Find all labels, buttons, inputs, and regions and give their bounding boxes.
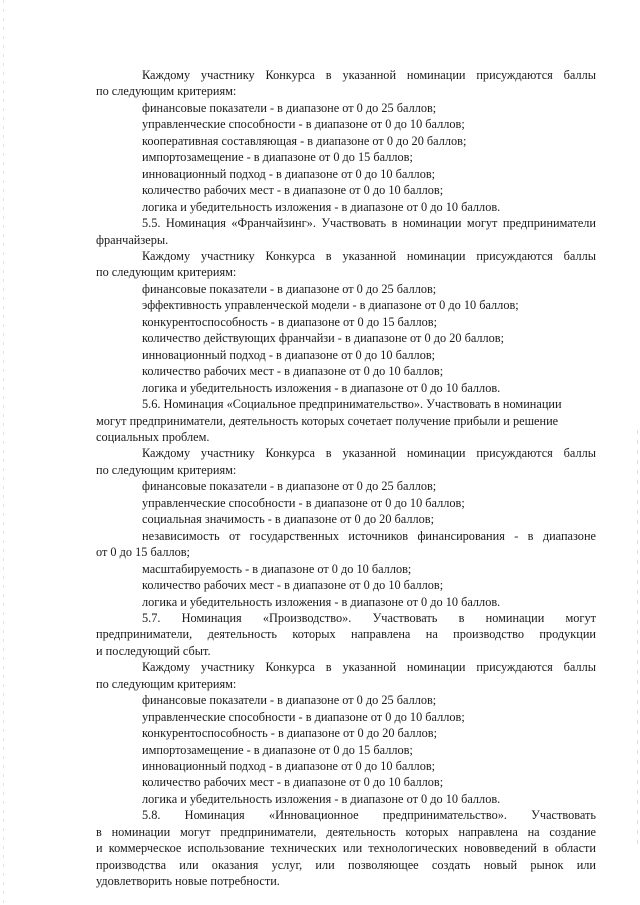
criterion-item: логика и убедительность изложения - в диапазоне от 0 до 10 баллов. <box>142 594 501 609</box>
text-line: Каждому участнику Конкурса в указанной номинации присуждаются баллы <box>142 446 596 461</box>
criterion-item: финансовые показатели - в диапазоне от 0 до 25 баллов; <box>142 281 437 296</box>
text-line: предприниматели, деятельность которых направлена на производство продукции <box>96 627 596 642</box>
text-line: Каждому участнику Конкурса в указанной номинации присуждаются баллы <box>142 68 596 82</box>
text-line: удовлетворить новые потребности. <box>96 874 280 889</box>
section-heading-5-6: 5.6. Номинация «Социальное предпринимательство». Участвовать в номинации <box>142 397 562 412</box>
criterion-item: эффективность управленческой модели - в диапазоне от 0 до 10 баллов; <box>142 298 519 313</box>
text-line: франчайзеры. <box>96 232 169 247</box>
criterion-item: конкурентоспособность - в диапазоне от 0 до 20 баллов; <box>142 726 438 741</box>
criterion-item: финансовые показатели - в диапазоне от 0 до 25 баллов; <box>142 100 437 115</box>
section-heading-5-7: 5.7. Номинация «Производство». Участвовать в номинации могут <box>142 610 596 625</box>
criterion-item: управленческие способности - в диапазоне от 0 до 10 баллов; <box>142 117 465 132</box>
criterion-item: финансовые показатели - в диапазоне от 0 до 25 баллов; <box>142 479 437 494</box>
text-line: Каждому участнику Конкурса в указанной номинации присуждаются баллы <box>142 248 596 263</box>
scan-edge-left <box>3 0 4 905</box>
criterion-item: импортозамещение - в диапазоне от 0 до 15 баллов; <box>142 742 413 757</box>
criterion-item: количество рабочих мест - в диапазоне от 0 до 10 баллов; <box>142 364 444 379</box>
criterion-item: количество действующих франчайзи - в диапазоне от 0 до 20 баллов; <box>142 331 505 346</box>
criterion-item: кооперативная составляющая - в диапазоне от 0 до 20 баллов; <box>142 133 467 148</box>
text-line: могут предприниматели, деятельность которых сочетает получение прибыли и решение <box>96 413 559 428</box>
criterion-item: логика и убедительность изложения - в диапазоне от 0 до 10 баллов. <box>142 791 501 806</box>
document-body <box>96 67 596 890</box>
criterion-item: импортозамещение - в диапазоне от 0 до 15 баллов; <box>142 150 413 165</box>
criterion-item: количество рабочих мест - в диапазоне от 0 до 10 баллов; <box>142 578 444 593</box>
criterion-item: инновационный подход - в диапазоне от 0 до 10 баллов; <box>142 759 436 774</box>
criterion-item: масштабируемость - в диапазоне от 0 до 10 баллов; <box>142 561 412 576</box>
text-line: по следующим критериям: <box>96 676 237 691</box>
criterion-item: количество рабочих мест - в диапазоне от 0 до 10 баллов; <box>142 775 444 790</box>
criterion-item: конкурентоспособность - в диапазоне от 0 до 15 баллов; <box>142 314 438 329</box>
section-heading-5-5: 5.5. Номинация «Франчайзинг». Участвовать в номинации могут предприниматели <box>142 216 596 231</box>
criterion-item: инновационный подход - в диапазоне от 0 до 10 баллов; <box>142 166 436 181</box>
text-line: по следующим критериям: <box>96 265 237 280</box>
text-line: производства или оказания услуг, или позволяющее создать новый рынок или <box>96 857 596 872</box>
text-line: в номинации могут предприниматели, деятельность которых направлена на создание <box>96 824 596 839</box>
text-line: социальных проблем. <box>96 429 210 444</box>
scan-edge-right <box>637 430 638 850</box>
text-line: от 0 до 15 баллов; <box>96 545 190 560</box>
text-line: Каждому участнику Конкурса в указанной номинации присуждаются баллы <box>142 660 596 675</box>
criterion-item: логика и убедительность изложения - в диапазоне от 0 до 10 баллов. <box>142 380 501 395</box>
criterion-item: социальная значимость - в диапазоне от 0 до 20 баллов; <box>142 512 435 527</box>
criterion-item: финансовые показатели - в диапазоне от 0 до 25 баллов; <box>142 693 437 708</box>
criterion-item: управленческие способности - в диапазоне от 0 до 10 баллов; <box>142 495 465 510</box>
text-line: по следующим критериям: <box>96 84 237 99</box>
criterion-item: независимость от государственных источников финансирования - в диапазоне <box>142 528 596 543</box>
criterion-item: количество рабочих мест - в диапазоне от 0 до 10 баллов; <box>142 183 444 198</box>
text-line: по следующим критериям: <box>96 462 237 477</box>
text-line: и коммерческое использование технических или технологических нововведений в области <box>96 841 596 856</box>
text-line: и последующий сбыт. <box>96 643 211 658</box>
section-heading-5-8: 5.8. Номинация «Инновационное предпринимательство». Участвовать <box>142 808 596 823</box>
criterion-item: инновационный подход - в диапазоне от 0 до 10 баллов; <box>142 347 436 362</box>
criterion-item: логика и убедительность изложения - в диапазоне от 0 до 10 баллов. <box>142 199 501 214</box>
criterion-item: управленческие способности - в диапазоне от 0 до 10 баллов; <box>142 709 465 724</box>
